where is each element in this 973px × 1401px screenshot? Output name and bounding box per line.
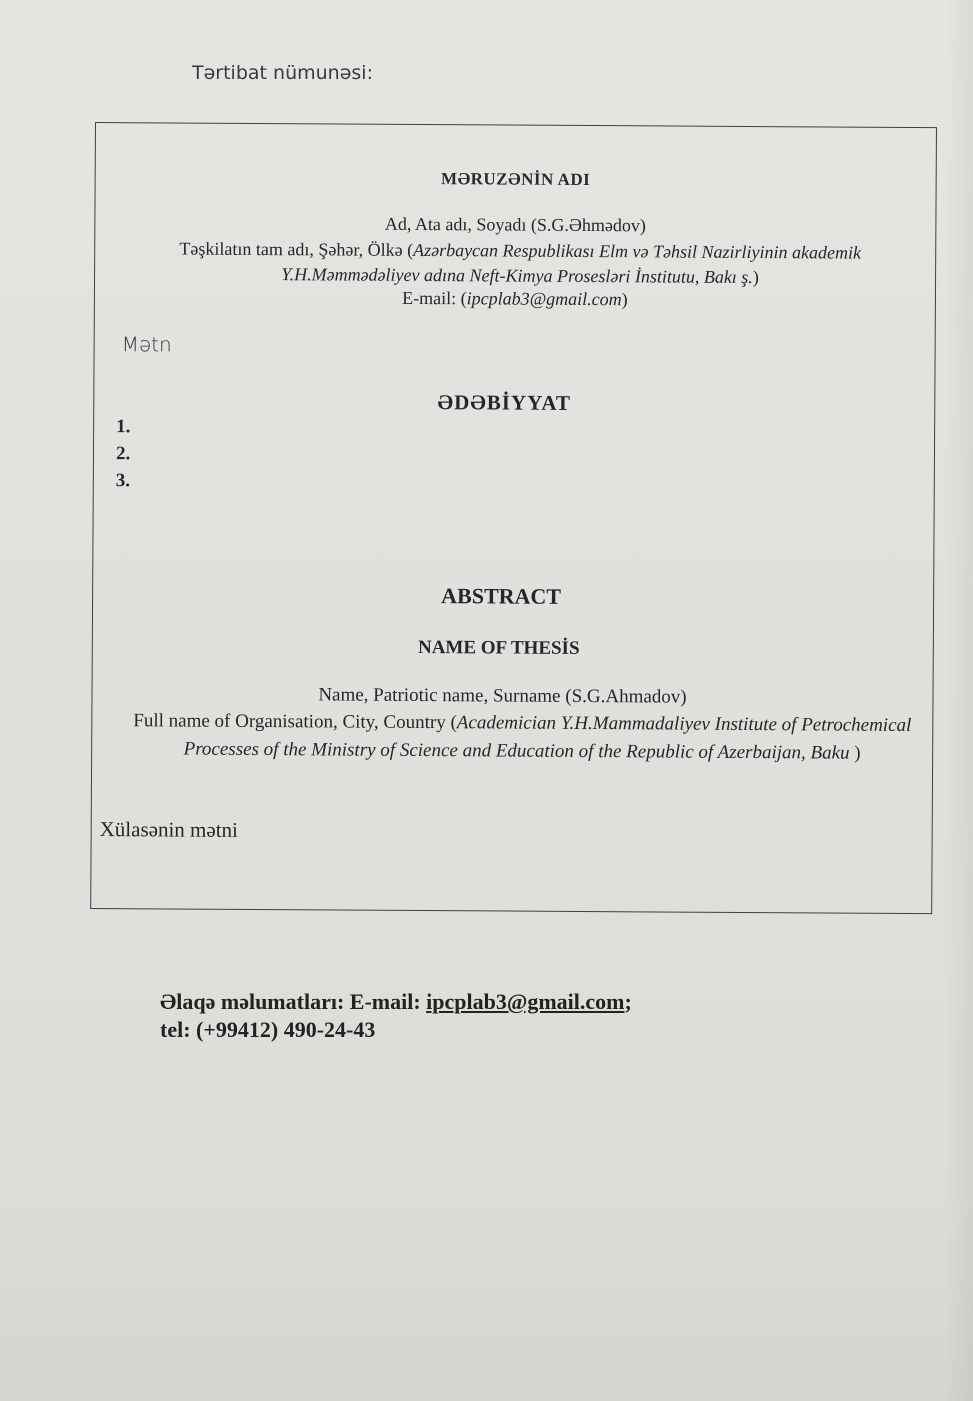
author-az: Ad, Ata adı, Soyadı (S.G.Əhmədov): [384, 213, 646, 236]
author-en: Name, Patriotic name, Surname (S.G.Ahmadov): [318, 684, 687, 708]
organisation-az: [125, 236, 915, 291]
organisation-en: [132, 707, 912, 768]
organisation-en-plain: Full name of Organisation, City, Country (: [133, 710, 457, 734]
email-az: [95, 286, 935, 312]
email-az-plain: E-mail: (: [402, 287, 467, 309]
contact-email-suffix: ;: [624, 989, 632, 1014]
contact-phone: tel: (+99412) 490-24-43: [160, 1017, 376, 1042]
reference-item: 3.: [115, 470, 131, 492]
page-bottom-shadow: [0, 1181, 973, 1401]
organisation-az-close: ): [752, 267, 759, 288]
abstract-title: ABSTRACT: [441, 583, 562, 609]
reference-item: 1.: [116, 416, 131, 438]
organisation-en-close: ): [849, 742, 861, 764]
contact-email-link[interactable]: ipcplab3@gmail.com: [426, 989, 625, 1014]
contact-email-line: [160, 988, 632, 1016]
email-az-italic: ipcplab3@gmail.com: [466, 288, 622, 310]
reference-item: 2.: [115, 443, 131, 465]
body-text-az: Mətn: [121, 332, 172, 357]
summary-text: Xülasənin mətni: [99, 817, 238, 842]
sample-format-label: Tərtibat nümunəsi:: [192, 62, 373, 84]
thesis-name-en: NAME OF THESİS: [417, 636, 580, 659]
thesis-title-az: MƏRUZƏNİN ADI: [440, 169, 591, 190]
contact-info: [160, 988, 632, 1044]
organisation-en-italic: Academician Y.H.Mammadaliyev Institute of Petrochemical Processes of the Ministry of Science and Education of the Republic of Azerbaijan, Baku: [183, 712, 912, 764]
references-list: [116, 413, 131, 494]
email-az-close: ): [621, 289, 628, 310]
organisation-az-plain: Təşkilatın tam adı, Şəhər, Ölkə (: [179, 238, 414, 260]
references-title: ƏDƏBİYYAT: [437, 390, 572, 415]
organisation-az-italic: Azərbaycan Respublikası Elm və Təhsil Nazirliyinin akademik Y.H.Məmmədəliyev adına Neft-Kimya Prosesləri İnstitutu, Bakı ş.: [281, 239, 862, 288]
template-box: [90, 122, 937, 914]
contact-label: Əlaqə məlumatları: E-mail:: [160, 989, 427, 1014]
